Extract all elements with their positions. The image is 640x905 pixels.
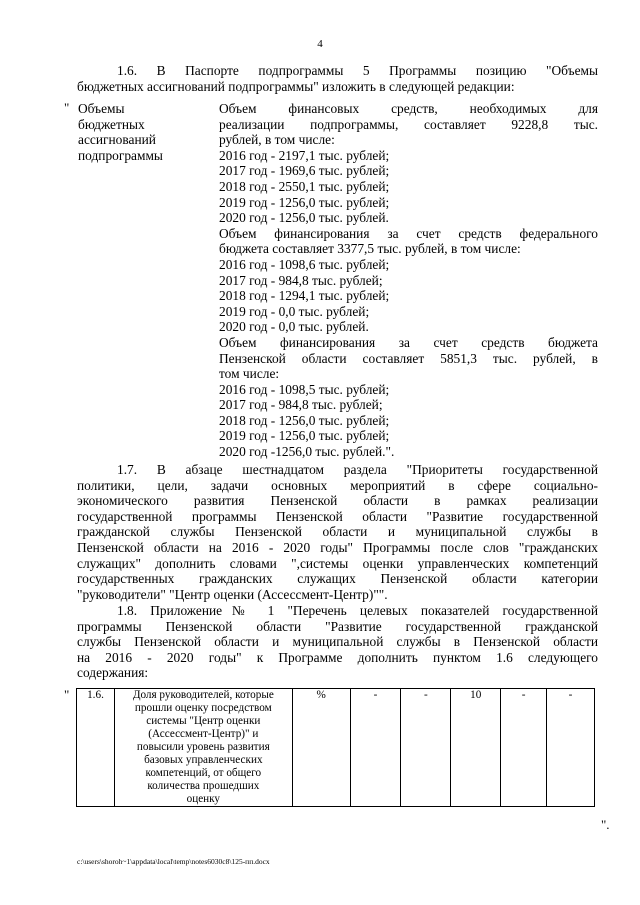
value-line: бюджета составляет 3377,5 тыс. рублей, в том числе:: [219, 241, 521, 257]
text-line: службы Пензенской области и муниципальной службы в Пензенской области: [77, 634, 598, 650]
value-line: рублей, в том числе:: [219, 132, 335, 148]
value-line: реализации подпрограммы, составляет 9228,8 тыс.: [219, 116, 598, 132]
unit-cell: %: [292, 689, 350, 807]
opening-quote: ": [64, 100, 70, 115]
value-line: 2016 год - 1098,5 тыс. рублей;: [219, 381, 390, 397]
value-cell: -: [501, 689, 547, 807]
indicator-name: [114, 689, 292, 807]
label-line: Объемы: [78, 101, 125, 116]
text-line: на 2016 - 2020 годы" к Программе дополнить пунктом 1.6 следующего: [77, 649, 598, 665]
value-line: Пензенской области составляет 5851,3 тыс. рублей, в: [219, 350, 598, 366]
name-line: базовых управленческих: [144, 754, 263, 766]
name-line: повысили уровень развития: [136, 741, 270, 753]
name-line: (Ассессмент-Центр)" и: [148, 728, 259, 740]
value-line: 2019 год - 1256,0 тыс. рублей;: [219, 194, 390, 210]
text-line: политики, цели, задачи основных мероприятий в сфере социально-: [77, 477, 598, 493]
indicator-table: [76, 688, 595, 807]
text-line: государственной программы Пензенской области "Развитие государственной: [77, 508, 598, 524]
label-line: ассигнований: [78, 132, 156, 148]
value-cell: -: [547, 689, 595, 807]
text-line: бюджетных ассигнований подпрограммы" изложить в следующей редакции:: [77, 78, 515, 94]
text-line: "руководители" "Центр оценки (Ассессмент-Центр)"".: [77, 586, 388, 602]
value-line: 2018 год - 2550,1 тыс. рублей;: [219, 178, 390, 194]
name-line: системы "Центр оценки: [146, 715, 261, 727]
value-line: 2016 год - 1098,6 тыс. рублей;: [219, 256, 390, 272]
label-line: подпрограммы: [78, 147, 163, 163]
value-cell: -: [401, 689, 451, 807]
passport-value: [219, 101, 598, 460]
text-line: содержания:: [77, 665, 149, 681]
row-number: 1.6.: [77, 689, 115, 807]
paragraph-1-6: [77, 63, 598, 94]
label-line: бюджетных: [78, 116, 145, 132]
text-line: экономического развития Пензенской области в рамках реализации: [77, 493, 598, 509]
value-line: 2020 год - 0,0 тыс. рублей.: [219, 319, 369, 335]
value-line: 2017 год - 984,8 тыс. рублей;: [219, 397, 383, 413]
text-line: служащих" дополнить словами ",системы оценки управленческих компетенций: [77, 555, 598, 571]
value-line: 2016 год - 2197,1 тыс. рублей;: [219, 147, 390, 163]
value-line: том числе:: [219, 366, 280, 382]
table-closing-quote: ".: [601, 817, 610, 832]
text-line: 1.6. В Паспорте подпрограммы 5 Программы позицию "Объемы: [117, 63, 598, 78]
name-line: прошли оценку посредством: [134, 702, 272, 714]
value-line: 2019 год - 0,0 тыс. рублей;: [219, 303, 370, 319]
text-line: 1.8. Приложение№ 1 "Перечень целевых показателей государственной: [117, 603, 598, 618]
paragraph-1-8: [77, 603, 598, 681]
value-cell: 10: [451, 689, 501, 807]
paragraph-1-7: [77, 462, 598, 602]
table-opening-quote: ": [64, 687, 70, 702]
value-line: Объем финансирования за счет средств бюджета: [219, 334, 598, 350]
value-line: 2020 год -1256,0 тыс. рублей.".: [219, 444, 395, 460]
name-line: оценку: [186, 793, 221, 805]
value-cell: -: [350, 689, 401, 807]
name-line: Доля руководителей, которые: [132, 689, 274, 701]
value-line: 2017 год - 1969,6 тыс. рублей;: [219, 163, 390, 179]
value-line: 2018 год - 1256,0 тыс. рублей;: [219, 412, 390, 428]
name-line: компетенций, от общего: [145, 767, 262, 779]
value-line: 2018 год - 1294,1 тыс. рублей;: [219, 288, 390, 304]
name-line: количества прошедших: [147, 780, 260, 792]
passport-label: [78, 101, 208, 163]
file-path-footer: c:\users\shoroh~1\appdata\local\temp\notes6030c8\125-пп.docx: [77, 857, 270, 866]
text-line: государственных гражданских служащих Пензенской области категории: [77, 571, 598, 587]
page-number: 4: [317, 38, 323, 50]
text-line: Пензенской области на 2016 - 2020 годы" Программы после слов "гражданских: [77, 539, 598, 555]
value-line: Объем финансирования за счет средств федерального: [219, 225, 598, 241]
value-line: 2019 год - 1256,0 тыс. рублей;: [219, 428, 390, 444]
table-row: [77, 689, 595, 807]
value-line: 2017 год - 984,8 тыс. рублей;: [219, 272, 383, 288]
text-line: программы Пензенской области "Развитие государственной гражданской: [77, 618, 598, 634]
text-line: 1.7. В абзаце шестнадцатом раздела "Приоритеты государственной: [117, 462, 598, 477]
value-line: Объем финансовых средств, необходимых для: [219, 101, 598, 116]
value-line: 2020 год - 1256,0 тыс. рублей.: [219, 210, 389, 226]
text-line: гражданской службы Пензенской области и муниципальной службы в: [77, 524, 598, 540]
